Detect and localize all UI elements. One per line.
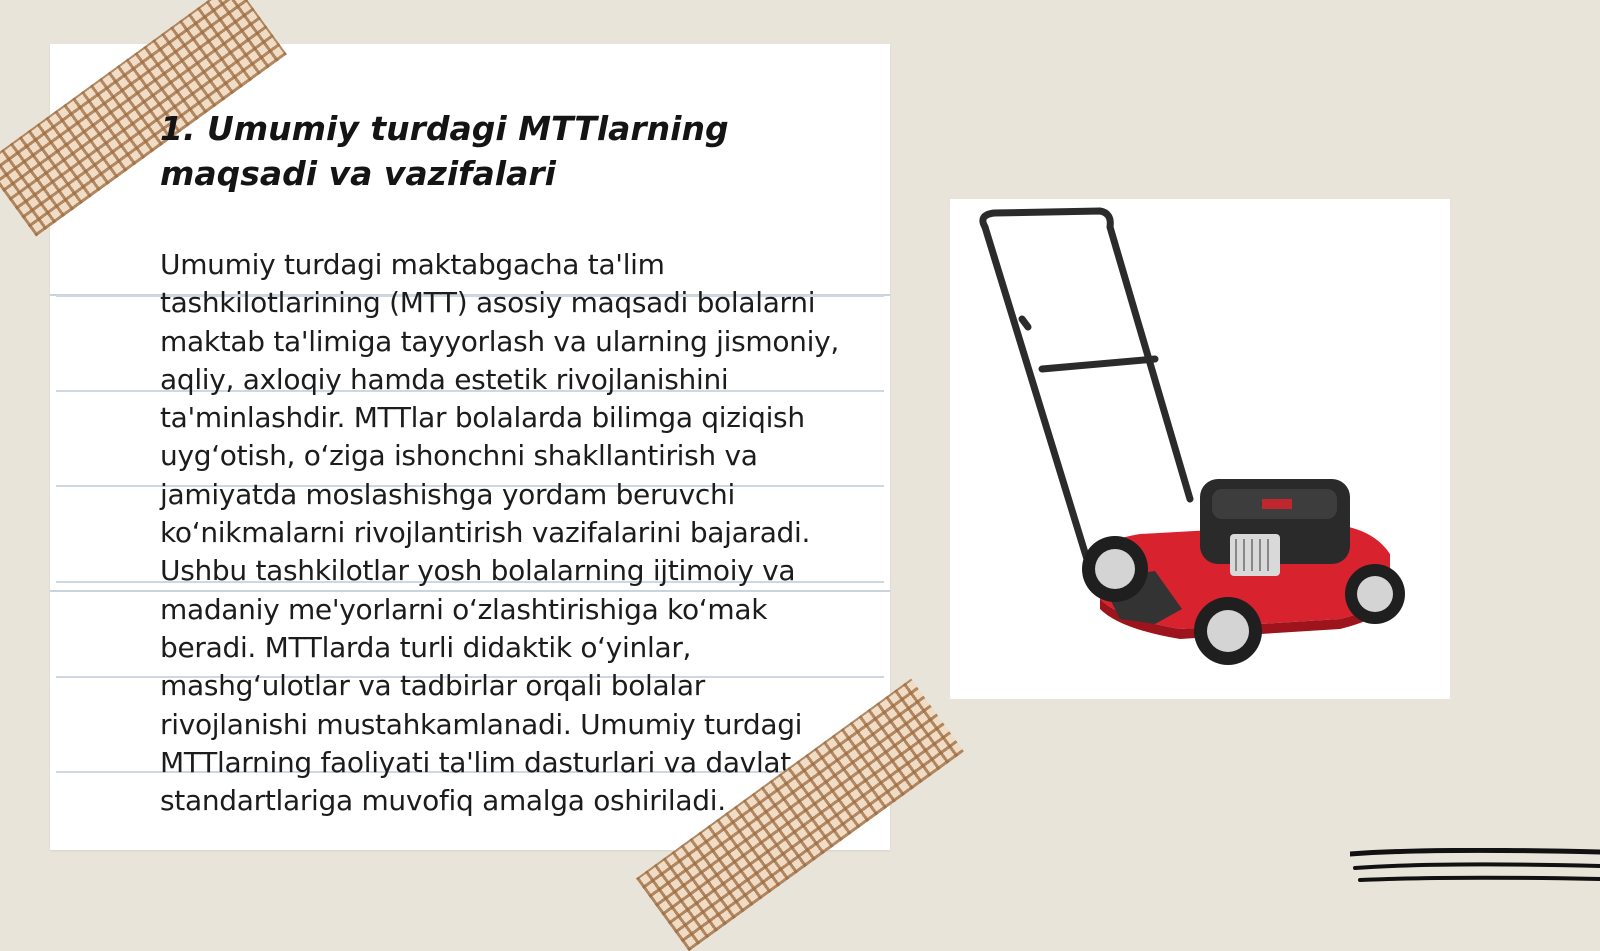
brush-stroke-decoration <box>1350 848 1600 888</box>
lawn-mower-photo <box>950 199 1450 699</box>
lawn-mower-illustration <box>950 199 1450 699</box>
slide-title: 1. Umumiy turdagi MTTlarning maqsadi va vazifalari <box>160 109 729 193</box>
slide-body-text: Umumiy turdagi maktabgacha ta'lim tashkilotlarining (MTT) asosiy maqsadi bolalarni maktab ta'limiga tayyorlash va ularning jismoniy, aqliy, axloqiy hamda estetik rivojlanishini ta'minlashdir. MTTlar bolalarda bilimga qiziqish uyg‘otish, o‘ziga ishonchni shakllantirish va jamiyatda moslashishga yordam beruvchi ko‘nikmalarni rivojlantirish vazifalarini bajaradi. Ushbu tashkilotlar yosh bolalarning ijtimoiy va madaniy me'yorlarni o‘zlashtirishiga ko‘mak beradi. MTTlarda turli didaktik o‘yinlar, mashg‘ulotlar va tadbirlar orqali bolalar rivojlanishi mustahkamlanadi. Umumiy turdagi MTTlarning faoliyati ta'lim dasturlari va davlat standartlariga muvofiq amalga oshiriladi. <box>160 248 839 818</box>
